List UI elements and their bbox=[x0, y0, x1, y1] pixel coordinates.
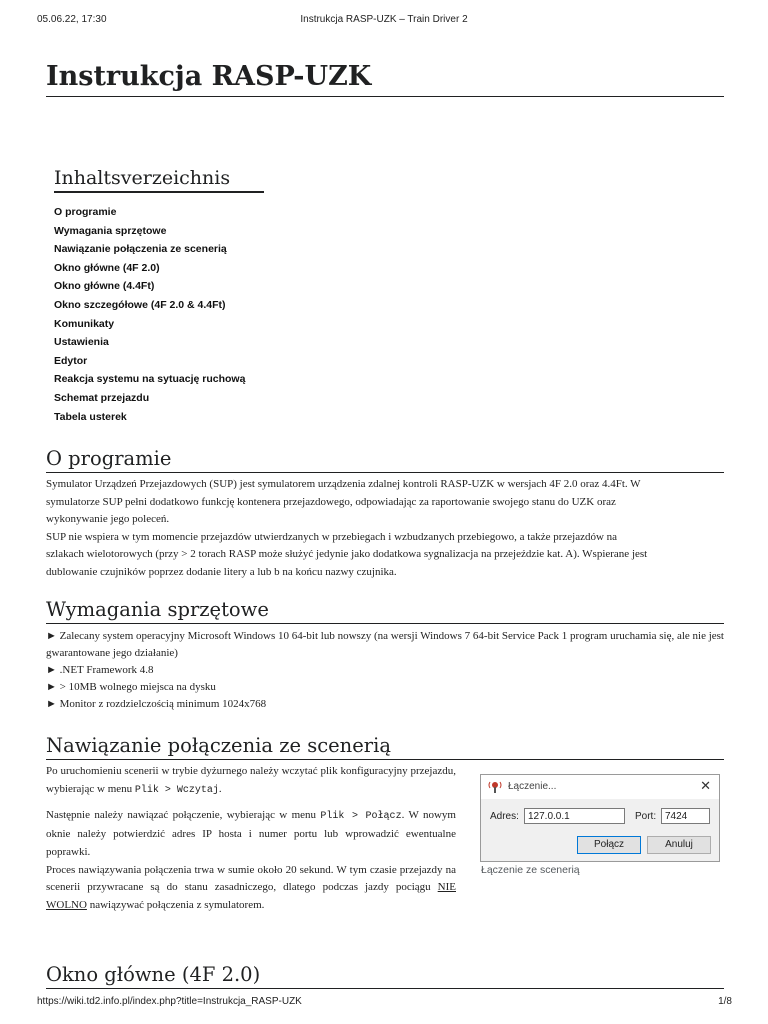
toc-item-tabela-usterek[interactable]: Tabela usterek bbox=[54, 410, 127, 423]
antenna-icon bbox=[488, 780, 502, 794]
requirement-item: ► Monitor z rozdzielczością minimum 1024x768 bbox=[46, 698, 267, 710]
paragraph-line: dublowanie czujników poprzez dodanie litery a lub b na końcu nazwy czujnika. bbox=[46, 565, 397, 578]
paragraph: Proces nawiązywania połączenia trwa w sumie około 20 sekund. W tym czasie przejazdy na scenerii przywracane są do stanu zasadniczego, dlatego podczas jazdy pociągu NIE WOLNO nawiązywać połączenia z symulatorem. bbox=[46, 863, 456, 911]
paragraph-line: SUP nie wspiera w tym momencie przejazdów utwierdzanych w przebiegach i wzbudzanych przebiegowo, a także przejazdów na bbox=[46, 530, 618, 543]
section-heading-wymagania: Wymagania sprzętowe bbox=[46, 597, 724, 624]
address-input[interactable]: 127.0.0.1 bbox=[524, 808, 625, 824]
section-heading-o-programie: O programie bbox=[46, 446, 724, 473]
paragraph-line: Symulator Urządzeń Przejazdowych (SUP) jest symulatorem urządzenia zdalnej kontroli RASP-UZK w wersjach 4F 2.0 oraz 4.4Ft. W bbox=[46, 478, 641, 490]
toc-item-edytor[interactable]: Edytor bbox=[54, 354, 88, 367]
port-input[interactable]: 7424 bbox=[661, 808, 710, 824]
print-header bbox=[0, 14, 768, 28]
print-date: 05.06.22, 17:30 bbox=[37, 14, 107, 25]
paragraph-line: symulatorze SUP pełni dodatkowo funkcję kontenera przejazdowego, odpowiadając za raportowanie swojego stanu do UZK oraz bbox=[46, 495, 616, 508]
table-of-contents bbox=[54, 166, 264, 426]
requirement-item: ► .NET Framework 4.8 bbox=[46, 664, 154, 676]
toc-item-okno-glowne-4f[interactable]: Okno główne (4F 2.0) bbox=[54, 261, 160, 274]
menu-path-code: Plik > Połącz bbox=[320, 811, 402, 823]
requirements-list bbox=[46, 628, 724, 713]
dialog-caption: Łączenie ze scenerią bbox=[481, 864, 580, 876]
toc-item-okno-szczegolowe[interactable]: Okno szczegółowe (4F 2.0 & 4.4Ft) bbox=[54, 298, 226, 311]
menu-path-code: Plik > Wczytaj bbox=[134, 784, 219, 796]
section-heading-okno-glowne: Okno główne (4F 2.0) bbox=[46, 962, 724, 989]
cancel-button[interactable]: Anuluj bbox=[647, 836, 711, 854]
close-icon[interactable]: ✕ bbox=[700, 778, 711, 793]
toc-item-wymagania[interactable]: Wymagania sprzętowe bbox=[54, 224, 167, 237]
paragraph-line: szlakach wielotorowych (przy > 2 torach RASP może służyć jedynie jako dodatkowa sygnalizacja na przejeździe kat. A). Wspierane jest bbox=[46, 548, 648, 560]
toc-item-schemat[interactable]: Schemat przejazdu bbox=[54, 391, 150, 404]
address-label: Adres: bbox=[490, 811, 519, 822]
page-number: 1/8 bbox=[718, 996, 732, 1007]
o-programie-text bbox=[46, 476, 724, 581]
paragraph-line: wykonywanie jego poleceń. bbox=[46, 513, 170, 525]
page-title: Instrukcja RASP-UZK bbox=[46, 60, 724, 97]
connection-dialog bbox=[480, 774, 720, 862]
toc-heading: Inhaltsverzeichnis bbox=[54, 166, 264, 193]
section-heading-polaczenie: Nawiązanie połączenia ze scenerią bbox=[46, 733, 724, 760]
port-label: Port: bbox=[635, 811, 657, 822]
toc-item-o-programie[interactable]: O programie bbox=[54, 206, 117, 218]
toc-item-komunikaty[interactable]: Komunikaty bbox=[54, 317, 115, 330]
warning-underlined: NIE WOLNO bbox=[46, 881, 456, 911]
toc-item-okno-glowne-44ft[interactable]: Okno główne (4.4Ft) bbox=[54, 280, 155, 293]
toc-list bbox=[54, 203, 264, 426]
dialog-title: Łączenie... bbox=[508, 781, 557, 792]
toc-item-polaczenie[interactable]: Nawiązanie połączenia ze scenerią bbox=[54, 243, 227, 256]
toc-item-ustawienia[interactable]: Ustawienia bbox=[54, 336, 109, 349]
print-document-title: Instrukcja RASP-UZK – Train Driver 2 bbox=[300, 14, 468, 25]
requirement-item: ► > 10MB wolnego miejsca na dysku bbox=[46, 681, 216, 693]
print-url: https://wiki.td2.info.pl/index.php?title=Instrukcja_RASP-UZK bbox=[37, 996, 302, 1007]
toc-item-reakcja[interactable]: Reakcja systemu na sytuację ruchową bbox=[54, 373, 246, 386]
connect-button[interactable]: Połącz bbox=[577, 836, 641, 854]
paragraph: Następnie należy nawiązać połączenie, wybierając w menu Plik > Połącz. W nowym oknie należy potwierdzić adres IP hosta i numer portu lub wprowadzić ewentualne poprawki. bbox=[46, 809, 456, 858]
dialog-titlebar bbox=[481, 775, 719, 799]
requirement-item: ► Zalecany system operacyjny Microsoft Windows 10 64-bit lub nowszy (na wersji Windows 7 64-bit Service Pack 1 program uruchamia się, ale nie jest gwarantowane jego działanie) bbox=[46, 630, 724, 659]
paragraph: Po uruchomieniu scenerii w trybie dyżurnego należy wczytać plik konfiguracyjny przejazdu, wybierając w menu Plik > Wczytaj. bbox=[46, 765, 456, 796]
polaczenie-text bbox=[46, 763, 456, 915]
